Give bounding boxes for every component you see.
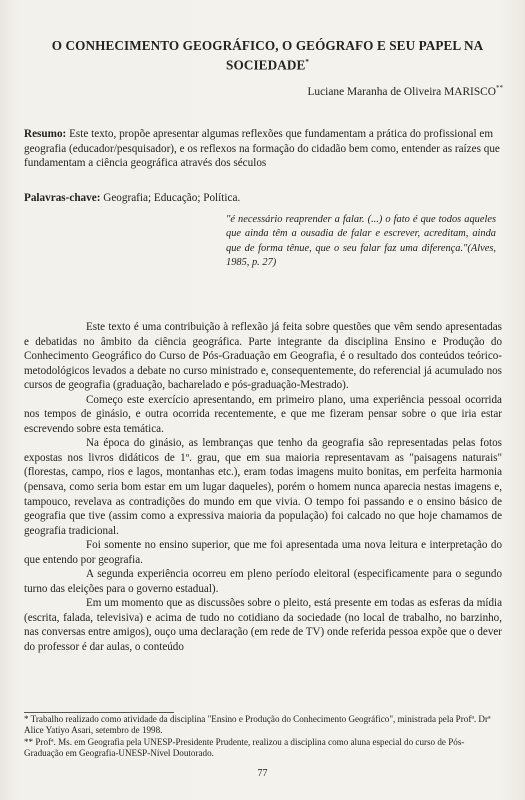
keywords-text: Geografia; Educação; Política. bbox=[103, 192, 241, 204]
abstract-text: Este texto, propõe apresentar algumas reflexões que fundamentam a prática do profissional em geografia (educador/pesquisador), e os reflexos na formação do cidadão bem como, entender as raízes que fundamentam a ciência geográfica através dos séculos bbox=[24, 128, 500, 169]
abstract-label: Resumo: bbox=[24, 128, 67, 140]
author-name: Luciane Maranha de Oliveira MARISCO bbox=[307, 85, 496, 98]
epigraph-quote: "é necessário reaprender a falar. (...) o fato é que todos aqueles que ainda têm a ousadia de falar e escrever, acreditam, ainda que de forma tênue, que o seu falar faz uma diferença."(Alves, 1985, p. 27) bbox=[226, 214, 496, 268]
body-text bbox=[24, 320, 502, 655]
paper-title-text: O CONHECIMENTO GEOGRÁFICO, O GEÓGRAFO E SEU PAPEL NA SOCIEDADE bbox=[51, 38, 484, 73]
body-paragraph: A segunda experiência ocorreu em pleno período eleitoral (especificamente para o segundo turno das eleições para o governo estadual). bbox=[24, 568, 502, 595]
author-footnote-mark: ** bbox=[496, 84, 503, 92]
body-paragraph: Começo este exercício apresentando, em primeiro plano, uma experiência pessoal ocorrida nos tempos de ginásio, e outra ocorrida recentemente, e que me fizeram pensar sobre o que iria estar escrevendo sobre esta temática. bbox=[24, 393, 502, 435]
keywords-label: Palavras-chave: bbox=[24, 192, 101, 204]
body-paragraph: Na época do ginásio, as lembranças que tenho da geografia são representadas pelas fotos expostas nos livros didáticos de 1º. grau, que em sua maioria representavam as "paisagens naturais"(florestas, campo, rios e lagos, montanhas etc.), eram todas imagens muito bonitas, em perfeita harmonia (pensava, como seria bom estar em um lugar daqueles), porém o homem nunca aparecia nestas imagens e, tampouco, revelava as contradições do mundo em que vivia. O tempo foi passando e o ensino básico de geografia que tive (assim como a expressiva maioria da população) foi calcado no que hoje chamamos de geografia tradicional. bbox=[24, 437, 502, 537]
body-paragraph: Foi somente no ensino superior, que me foi apresentada uma nova leitura e interpretação do que entendo por geografia. bbox=[24, 539, 502, 566]
page-number: 77 bbox=[257, 768, 268, 779]
keywords bbox=[24, 192, 240, 204]
footnote-divider bbox=[24, 712, 174, 713]
footnote: ** Profª. Ms. em Geografia pela UNESP-Presidente Prudente, realizou a disciplina como aluna especial do curso de Pós-Graduação em Geografia-UNESP-Nível Doutorado. bbox=[24, 736, 465, 759]
abstract bbox=[24, 127, 500, 171]
footnote: * Trabalho realizado como atividade da disciplina "Ensino e Produção do Conhecimento Geográfico", ministrada pela Profª. Drª Alice Yatiyo Asari, setembro de 1998. bbox=[24, 714, 491, 736]
paper-title bbox=[20, 38, 515, 73]
title-footnote-mark: * bbox=[305, 58, 309, 66]
body-paragraph: Em um momento que as discussões sobre o pleito, está presente em todas as esferas da mídia (escrita, falada, televisiva) e acima de tudo no cotidiano da sociedade (no local de trabalho, no barzinho, nas conversas entre amigos), ouço uma declaração (em rede de TV) onde referida pessoa expõe que o dever do professor é dar aulas, o conteúdo bbox=[24, 597, 502, 654]
author-line bbox=[307, 84, 503, 98]
body-paragraph: Este texto é uma contribuição à reflexão já feita sobre questões que vêm sendo apresentadas e debatidas no âmbito da ciência geográfica. Parte integrante da disciplina Ensino e Produção do Conhecimento Geográfico do Curso de Pós-Graduação em Geografia, é o resultado dos conteúdos teórico-metodológicos levados a debate no curso ministrado e, consequentemente, do referencial já acumulado nos cursos de geografia (graduação, bacharelado e pós-graduação-Mestrado). bbox=[24, 321, 502, 392]
footnotes bbox=[24, 714, 502, 760]
